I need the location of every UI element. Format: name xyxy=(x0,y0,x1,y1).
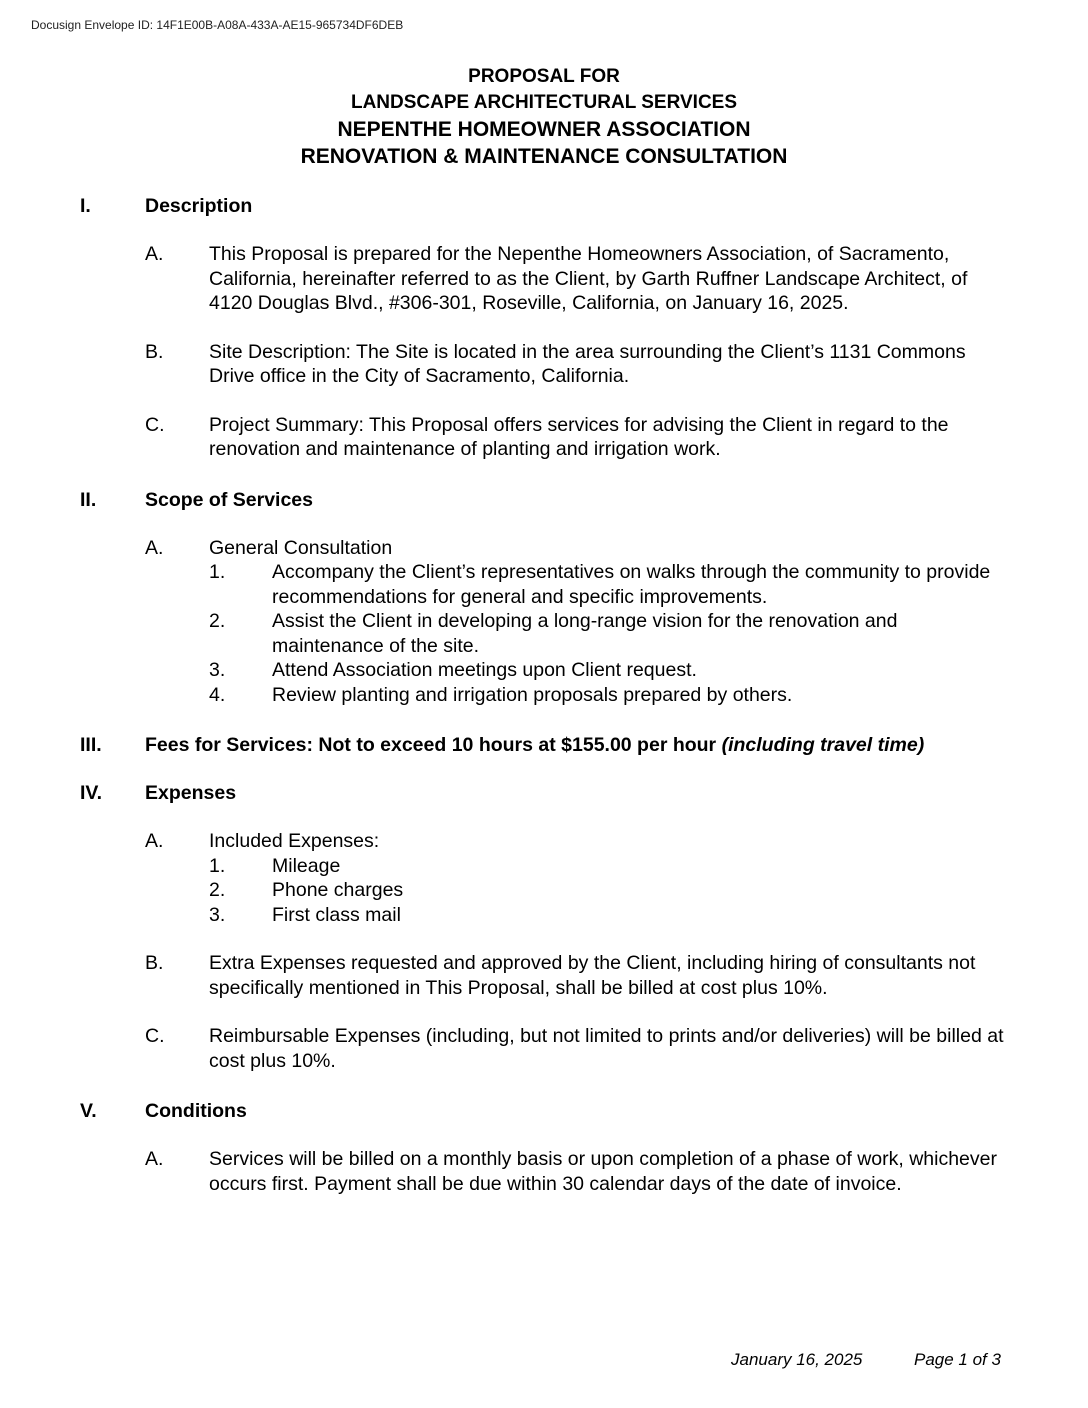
title-line-3: NEPENTHE HOMEOWNER ASSOCIATION xyxy=(337,118,751,141)
subitem-text: Review planting and irrigation proposals prepared by others. xyxy=(272,683,793,706)
subitem-text: Accompany the Client’s representatives on walks through the community to provide recommendations for general and specific improvements. xyxy=(272,561,991,608)
expenses-subitem xyxy=(0,878,1088,903)
description-item-b xyxy=(0,340,1088,389)
subitem-number: 2. xyxy=(209,879,226,901)
expenses-item-b xyxy=(0,951,1088,1000)
page-number: Page 1 of 3 xyxy=(914,1350,1001,1369)
subitem-number: 1. xyxy=(209,854,226,877)
subitem-number: 4. xyxy=(209,683,226,706)
section-scope-heading xyxy=(0,488,1088,512)
item-text: Included Expenses: xyxy=(209,830,380,852)
item-letter: A. xyxy=(145,1148,164,1170)
expenses-subitem xyxy=(0,903,1088,928)
section-title xyxy=(145,733,924,758)
section-number: III. xyxy=(80,734,102,756)
item-letter: A. xyxy=(145,243,164,265)
expenses-item-a xyxy=(0,829,1088,854)
item-text: This Proposal is prepared for the Nepenthe Homeowners Association, of Sacramento, California, hereinafter referred to as the Client, by Garth Ruffner Landscape Architect, of 4120 Douglas Blvd., #306-301, Roseville, California, on January 16, 2025. xyxy=(209,243,968,314)
item-text: Project Summary: This Proposal offers services for advising the Client in regard to the renovation and maintenance of planting and irrigation work. xyxy=(209,413,949,460)
item-text: Services will be billed on a monthly basis or upon completion of a phase of work, whichever occurs first. Payment shall be due within 30 calendar days of the date of invoice. xyxy=(209,1148,997,1195)
document-title xyxy=(0,64,1088,170)
section-number: IV. xyxy=(80,782,103,804)
item-text: General Consultation xyxy=(209,536,393,559)
subitem-text: Phone charges xyxy=(272,879,404,901)
section-title: Expenses xyxy=(145,782,237,804)
subitem-number: 1. xyxy=(209,561,226,583)
section-title: Conditions xyxy=(145,1100,247,1122)
scope-subitem xyxy=(0,683,1088,708)
conditions-item-a xyxy=(0,1147,1088,1196)
subitem-text: Attend Association meetings upon Client request. xyxy=(272,659,697,681)
fees-text: Fees for Services: Not to exceed 10 hours at $155.00 per hour xyxy=(145,734,717,756)
description-item-a xyxy=(0,242,1088,316)
section-fees-heading xyxy=(0,733,1088,757)
item-letter: B. xyxy=(145,952,164,974)
subitem-text: Mileage xyxy=(272,854,341,877)
item-letter: C. xyxy=(145,413,165,436)
fees-note: (including travel time) xyxy=(721,734,925,756)
section-description-heading xyxy=(0,194,1088,218)
document-body xyxy=(0,188,1088,1196)
subitem-number: 3. xyxy=(209,659,226,681)
item-letter: B. xyxy=(145,340,164,363)
item-letter: C. xyxy=(145,1025,165,1047)
item-letter: A. xyxy=(145,830,164,852)
scope-item-a xyxy=(0,536,1088,561)
subitem-number: 2. xyxy=(209,610,226,632)
section-number: V. xyxy=(80,1100,97,1122)
subitem-text: First class mail xyxy=(272,903,401,926)
item-text: Extra Expenses requested and approved by the Client, including hiring of consultants not specifically mentioned in This Proposal, shall be billed at cost plus 10%. xyxy=(209,952,976,999)
section-conditions-heading xyxy=(0,1099,1088,1123)
title-line-1: PROPOSAL FOR xyxy=(468,66,620,87)
item-letter: A. xyxy=(145,536,164,559)
scope-subitem xyxy=(0,609,1088,658)
description-item-c xyxy=(0,413,1088,462)
section-title: Description xyxy=(145,195,253,217)
subitem-text: Assist the Client in developing a long-range vision for the renovation and maintenance of the site. xyxy=(272,610,898,657)
footer-date: January 16, 2025 xyxy=(731,1350,863,1369)
section-number: II. xyxy=(80,488,97,511)
item-text: Site Description: The Site is located in the area surrounding the Client’s 1131 Commons Drive office in the City of Sacramento, California. xyxy=(209,340,966,387)
scope-subitem xyxy=(0,658,1088,683)
envelope-id: Docusign Envelope ID: 14F1E00B-A08A-433A-AE15-965734DF6DEB xyxy=(31,18,404,32)
section-number: I. xyxy=(80,195,91,217)
section-title: Scope of Services xyxy=(145,488,313,511)
subitem-number: 3. xyxy=(209,903,226,926)
title-line-2: LANDSCAPE ARCHITECTURAL SERVICES xyxy=(350,92,738,113)
item-text: Reimbursable Expenses (including, but not limited to prints and/or deliveries) will be billed at cost plus 10%. xyxy=(209,1025,1004,1072)
expenses-item-c xyxy=(0,1024,1088,1073)
title-line-4: RENOVATION & MAINTENANCE CONSULTATION xyxy=(300,145,788,168)
scope-subitem xyxy=(0,560,1088,609)
expenses-subitem xyxy=(0,854,1088,879)
section-expenses-heading xyxy=(0,781,1088,805)
